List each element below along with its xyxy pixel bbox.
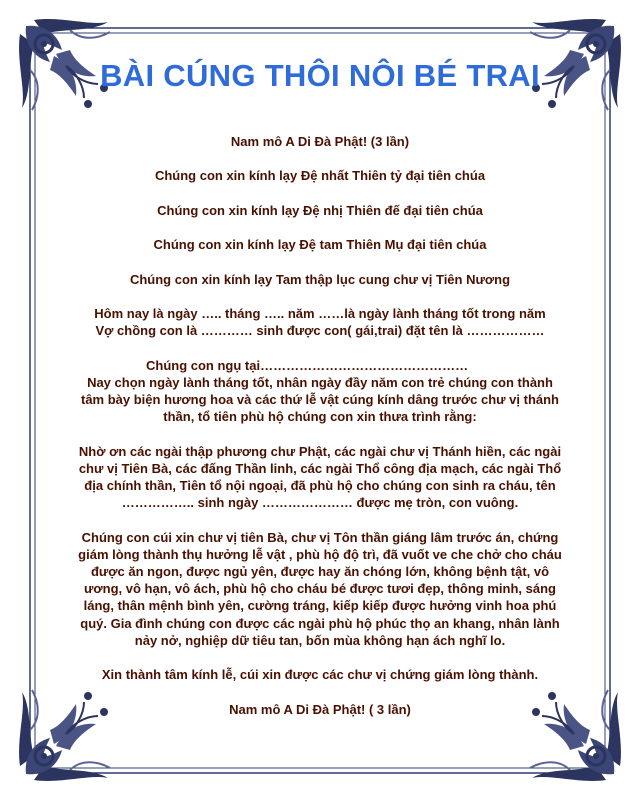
invocation-line-1: Chúng con xin kính lạy Đệ nhất Thiên tỷ đại tiên chúa [154,168,486,184]
page-title: BÀI CÚNG THÔI NÔI BÉ TRAI [100,58,540,93]
closing-line: Xin thành tâm kính lễ, cúi xin được các chư vị chứng giám lòng thành. [101,667,539,683]
invocation-line-2: Chúng con xin kính lạy Đệ nhị Thiên đế đại tiên chúa [157,202,483,218]
closing-chant: Nam mô A Di Đà Phật! ( 3 lần) [229,701,411,717]
parents-line: Vợ chồng con là ………… sinh được con( gái,trai) đặt tên là ……………… [95,323,545,339]
paragraph-blessing: Chúng con cúi xin chư vị tiên Bà, chư vị Tôn thần giáng lâm trước án, chứng giám lòng thành thụ hưởng lễ vật , phù hộ độ trì, đã vuốt ve che chở cho cháu được ăn ngon, được ngủ yên, được hay ăn chóng lớn, không bệnh tật, vô ương, vô hạn, vô ách, phù hộ cho cháu bé được tươi đẹp, thông minh, sáng láng, thân mệnh bình yên, cường tráng, kiếp kiếp được hưởng vinh hoa phú quý. Gia đình chúng con được các ngài phù hộ phúc thọ an khang, nhân lành nảy nở, nghiệp dữ tiêu tan, bốn mùa không hạn ách nghĩ lo. [78,529,562,648]
invocation-line-3: Chúng con xin kính lạy Đệ tam Thiên Mụ đại tiên chúa [153,237,487,253]
prayer-text [78,133,562,718]
date-line: Hôm nay là ngày ….. tháng ….. năm ……là ngày lành tháng tốt trong năm [94,305,546,321]
opening-chant: Nam mô A Di Đà Phật! (3 lần) [230,134,410,149]
address-line: Chúng con ngụ tại………………………………………… [146,357,469,373]
invocation-line-4: Chúng con xin kính lạy Tam thập lục cung chư vị Tiên Nương [129,271,511,287]
paragraph-gratitude: Nhờ ơn các ngài thập phương chư Phật, các ngài chư vị Thánh hiền, các ngài chư vị Tiên Bà, các đấng Thần linh, các ngài Thổ công địa mạch, các ngài Thổ địa chính thần, Tiên tổ nội ngoại, đã phù hộ cho chúng con sinh ra cháu, tên …………….. sinh ngày ………………… được mẹ tròn, con vuông. [78,443,562,511]
paragraph-intro: Nay chọn ngày lành tháng tốt, nhân ngày đầy năm con trẻ chúng con thành tâm bày biện hương hoa và các thứ lễ vật cúng kính dâng trước chư vị thánh thần, tổ tiên phù hộ chúng con xin thưa trình rằng: [81,374,559,425]
